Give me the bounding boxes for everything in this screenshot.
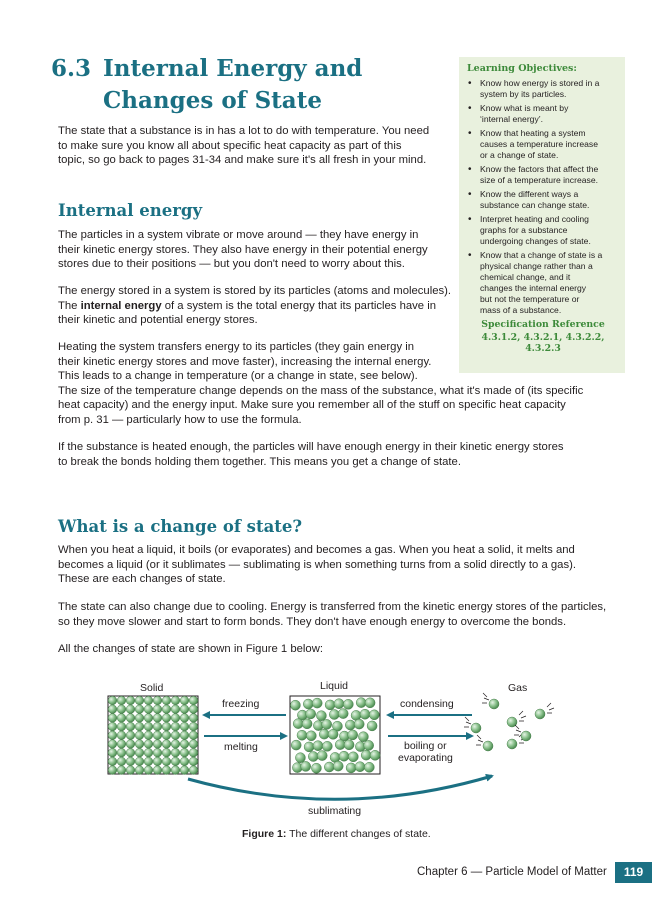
specification-reference-codes: 4.3.1.2, 4.3.2.1, 4.3.2.2, 4.3.2.3	[481, 332, 605, 354]
particle	[153, 722, 162, 731]
particle	[364, 740, 374, 750]
particle	[313, 741, 323, 751]
particle	[108, 714, 117, 723]
particle	[189, 696, 198, 705]
particle	[308, 752, 318, 762]
particle	[180, 748, 189, 757]
particle	[135, 740, 144, 749]
particle	[117, 722, 126, 731]
label-condensing: condensing	[400, 698, 454, 710]
particle	[153, 740, 162, 749]
particle	[189, 722, 198, 731]
particle	[471, 723, 481, 733]
objective-item: • Know how energy is stored in a system by its particles.	[467, 78, 619, 100]
learning-objectives-box	[459, 57, 625, 373]
particle	[153, 731, 162, 740]
page-number: 119	[615, 862, 652, 883]
change-of-state-para1: When you heat a liquid, it boils (or evaporates) and becomes a gas. When you heat a solid, it melts and becomes a liquid (or it sublimates — sublimating is when something turns from a solid directly to a gas). These are each changes of state.	[58, 544, 576, 586]
particle	[171, 757, 180, 766]
particle	[335, 740, 345, 750]
particle	[108, 731, 117, 740]
particle	[126, 705, 135, 714]
particle	[180, 696, 189, 705]
particle	[189, 740, 198, 749]
learning-objectives-title: Learning Objectives:	[467, 63, 577, 74]
particle	[144, 740, 153, 749]
particle	[135, 757, 144, 766]
particle	[364, 762, 374, 772]
learning-objectives-list	[467, 78, 619, 316]
particle	[171, 714, 180, 723]
particle	[348, 752, 358, 762]
particle	[162, 740, 171, 749]
particle	[348, 730, 358, 740]
particle	[126, 766, 135, 775]
particle	[180, 757, 189, 766]
motion-lines	[519, 711, 526, 721]
page-title-line1: Internal Energy and	[103, 55, 363, 82]
particle	[329, 710, 339, 720]
particle	[126, 696, 135, 705]
particle	[144, 757, 153, 766]
particle	[328, 729, 338, 739]
particle	[108, 722, 117, 731]
particle	[108, 696, 117, 705]
particle	[135, 696, 144, 705]
particle	[297, 730, 307, 740]
particle	[126, 748, 135, 757]
particle	[180, 714, 189, 723]
particle	[153, 757, 162, 766]
particle	[126, 722, 135, 731]
particle	[126, 731, 135, 740]
particle	[171, 705, 180, 714]
motion-lines	[464, 717, 471, 727]
motion-lines	[514, 725, 521, 735]
particle	[334, 699, 344, 709]
arrow-sublimating	[188, 776, 492, 799]
particle	[180, 740, 189, 749]
particle	[325, 700, 335, 710]
particle	[360, 709, 370, 719]
particle	[301, 761, 311, 771]
objective-item: • Know the different ways a substance can change state.	[467, 189, 619, 211]
internal-energy-para1: The particles in a system vibrate or move around — they have energy in their kinetic energy stores. They also have energy in their potential energy stores due to their positions — but you don't need to worry about this.	[58, 229, 428, 271]
particle	[144, 748, 153, 757]
objective-item: • Know what is meant by ‘internal energy’.	[467, 103, 619, 125]
particle	[117, 714, 126, 723]
particle	[354, 719, 364, 729]
particle	[293, 719, 303, 729]
particle	[171, 748, 180, 757]
particle	[302, 719, 312, 729]
particle	[117, 731, 126, 740]
particle	[316, 711, 326, 721]
particle	[153, 766, 162, 775]
particle	[117, 766, 126, 775]
particle	[153, 714, 162, 723]
particle	[135, 714, 144, 723]
intro-paragraph: The state that a substance is in has a lot to do with temperature. You need to make sure you know all about specific heat capacity as part of this topic, so go back to pages 31-34 and make sure it's all fresh in your mind.	[58, 125, 430, 167]
particle	[180, 722, 189, 731]
term-internal-energy: internal energy	[80, 299, 162, 312]
particle	[162, 757, 171, 766]
particle	[344, 740, 354, 750]
motion-lines	[482, 693, 489, 703]
particle	[162, 696, 171, 705]
objective-item: • Know that heating a system causes a temperature increase or a change of state.	[467, 128, 619, 161]
particle	[295, 753, 305, 763]
particle	[312, 698, 322, 708]
particle	[361, 750, 371, 760]
change-of-state-para3: All the changes of state are shown in Figure 1 below:	[58, 643, 324, 655]
particle	[162, 748, 171, 757]
particle	[153, 696, 162, 705]
particle	[322, 719, 332, 729]
label-liquid: Liquid	[320, 680, 349, 692]
label-sublimating: sublimating	[308, 805, 362, 817]
particle	[338, 709, 348, 719]
changes-of-state-diagram	[100, 676, 570, 826]
particle	[483, 741, 493, 751]
particle	[311, 763, 321, 773]
particle	[180, 766, 189, 775]
particle	[189, 748, 198, 757]
particle	[180, 705, 189, 714]
particle	[365, 698, 375, 708]
particle	[290, 700, 300, 710]
particle	[333, 761, 343, 771]
particle	[117, 740, 126, 749]
gas-particles	[464, 693, 554, 751]
section-number: 6.3	[51, 55, 92, 82]
particle	[153, 748, 162, 757]
label-freezing: freezing	[222, 698, 260, 710]
particle	[489, 699, 499, 709]
specification-reference-title: Specification Reference	[481, 319, 605, 330]
particle	[358, 732, 368, 742]
particle	[117, 696, 126, 705]
particle	[180, 731, 189, 740]
particle	[317, 751, 327, 761]
particle	[144, 722, 153, 731]
particle	[144, 766, 153, 775]
particle	[291, 740, 301, 750]
particle	[521, 731, 531, 741]
particle	[135, 722, 144, 731]
internal-energy-para3: Heating the system transfers energy to its particles (they gain energy in their kinetic energy stores and move faster), increasing the internal energy. This leads to a change in temperature (or a change in state, see below). The size of the temperature change depends on the mass of the substance, what it's made of (its specific heat capacity) and the energy input. Make sure you remember all of the stuff on specific heat capacity from p. 31 — particularly how to use the formula.	[58, 341, 584, 426]
particle	[343, 699, 353, 709]
objective-item: • Know that a change of state is a physical change rather than a chemical change, and it changes the internal energy but not the temperature or mass of a substance.	[467, 250, 619, 316]
label-gas: Gas	[508, 682, 528, 694]
particle	[367, 721, 377, 731]
particle	[324, 762, 334, 772]
particle	[108, 705, 117, 714]
particle	[162, 766, 171, 775]
particle	[135, 705, 144, 714]
label-solid: Solid	[140, 682, 164, 694]
objective-item: • Know the factors that affect the size of a temperature increase.	[467, 164, 619, 186]
particle	[369, 710, 379, 720]
particle	[304, 742, 314, 752]
particle	[189, 705, 198, 714]
internal-energy-para4: If the substance is heated enough, the particles will have enough energy in their kinetic energy stores to break the bonds holding them together. This means you get a change of state.	[58, 441, 564, 468]
particle	[117, 757, 126, 766]
change-of-state-para2: The state can also change due to cooling. Energy is transferred from the kinetic energy stores of the particles, so they move slower and start to form bonds. They don't have enough energy to overcome the bonds.	[58, 601, 607, 628]
particle	[189, 766, 198, 775]
particle	[144, 696, 153, 705]
label-boiling-line1: boiling or	[404, 740, 447, 752]
particle	[117, 705, 126, 714]
heading-internal-energy: Internal energy	[58, 201, 203, 220]
particle	[108, 748, 117, 757]
particle	[144, 705, 153, 714]
particle	[108, 757, 117, 766]
figure-caption: Figure 1: The different changes of state.	[242, 828, 431, 840]
particle	[306, 709, 316, 719]
particle	[507, 739, 517, 749]
particle	[135, 766, 144, 775]
particle	[108, 740, 117, 749]
particle	[171, 722, 180, 731]
particle	[153, 705, 162, 714]
particle	[171, 740, 180, 749]
footer-chapter: Chapter 6 — Particle Model of Matter	[417, 866, 607, 878]
motion-lines	[547, 703, 554, 713]
particle	[162, 714, 171, 723]
particle	[162, 705, 171, 714]
objective-item: • Interpret heating and cooling graphs for a substance undergoing changes of state.	[467, 214, 619, 247]
particle	[126, 740, 135, 749]
particle	[171, 696, 180, 705]
particle	[162, 722, 171, 731]
motion-lines	[476, 735, 483, 745]
particle	[306, 731, 316, 741]
particle	[346, 763, 356, 773]
particle	[356, 698, 366, 708]
label-melting: melting	[224, 741, 258, 753]
particle	[126, 757, 135, 766]
particle	[345, 720, 355, 730]
page-title-line2: Changes of State	[103, 87, 322, 114]
particle	[108, 766, 117, 775]
particle	[171, 766, 180, 775]
particle	[162, 731, 171, 740]
particle	[189, 714, 198, 723]
heading-change-of-state: What is a change of state?	[58, 517, 303, 536]
particle	[189, 757, 198, 766]
particle	[135, 731, 144, 740]
particle	[303, 699, 313, 709]
internal-energy-para2: The energy stored in a system is stored by its particles (atoms and molecules). The internal energy of a system is the total energy that its particles have in their kinetic and potential energy stores.	[58, 285, 452, 327]
particle	[135, 748, 144, 757]
particle	[535, 709, 545, 719]
particle	[189, 731, 198, 740]
particle	[171, 731, 180, 740]
particle	[126, 714, 135, 723]
label-boiling-line2: evaporating	[398, 752, 453, 764]
particle	[355, 762, 365, 772]
particle	[319, 729, 329, 739]
particle	[339, 751, 349, 761]
particle	[144, 714, 153, 723]
particle	[117, 748, 126, 757]
particle	[322, 741, 332, 751]
particle	[370, 750, 380, 760]
particle	[144, 731, 153, 740]
